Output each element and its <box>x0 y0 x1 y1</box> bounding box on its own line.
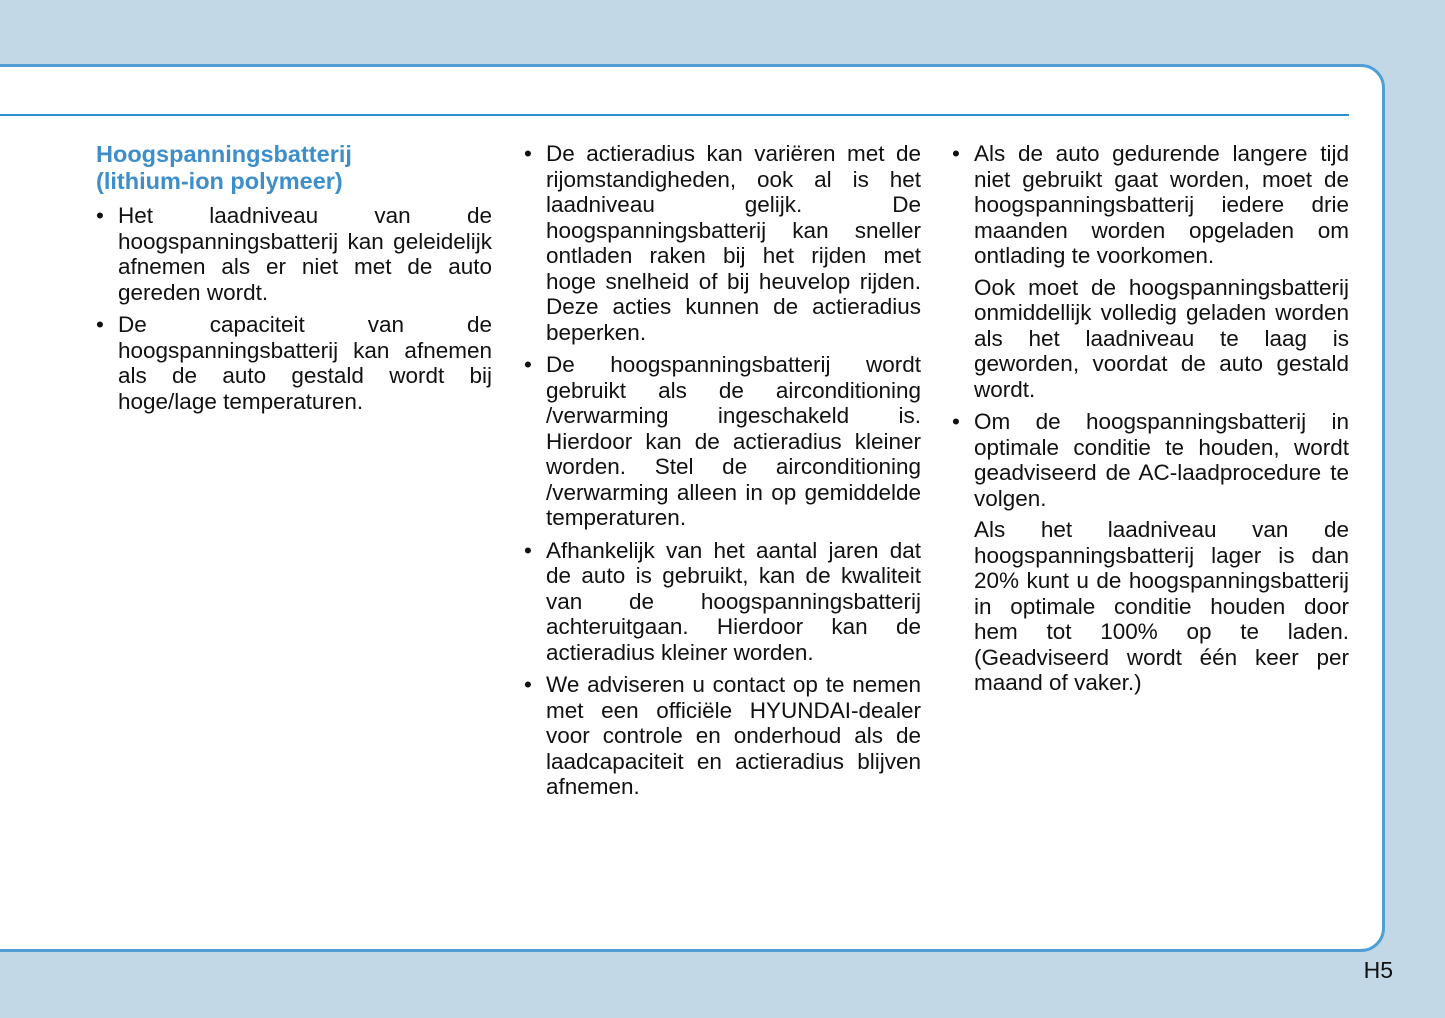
column-1 <box>96 141 492 421</box>
header-rule <box>0 114 1349 116</box>
column-3 <box>952 141 1349 703</box>
section-heading <box>96 141 492 195</box>
list-item-text: De hoogspanningsbatterij wordt gebruikt als de airconditioning /verwarming ingeschakeld is. Hierdoor kan de actieradius kleiner worden. Stel de airconditioning /verwarming alleen in op gemiddelde temperaturen. <box>546 352 921 530</box>
bullet-list-column-3 <box>952 141 1349 696</box>
bullet-icon: • <box>524 672 532 697</box>
page-number: H5 <box>1363 957 1393 983</box>
list-item <box>952 141 1349 402</box>
list-item <box>524 538 921 666</box>
section-heading-line-2: (lithium-ion polymeer) <box>96 168 343 194</box>
list-item-subparagraph: Ook moet de hoogspanningsbatterij onmiddellijk volledig geladen worden als het laadniveau te laag is geworden, voordat de auto gestald wordt. <box>974 274 1349 402</box>
list-item-text: De capaciteit van de hoogspanningsbatterij kan afnemen als de auto gestald wordt bij hoge/lage temperaturen. <box>118 312 492 414</box>
list-item-text: Het laadniveau van de hoogspanningsbatterij kan geleidelijk afnemen als er niet met de auto gereden wordt. <box>118 203 492 305</box>
column-2 <box>524 141 921 807</box>
list-item <box>96 203 492 305</box>
bullet-icon: • <box>952 409 960 434</box>
section-heading-line-1: Hoogspanningsbatterij <box>96 141 352 167</box>
bullet-icon: • <box>524 537 532 563</box>
list-item <box>524 352 921 531</box>
list-item-text: Om de hoogspanningsbatterij in optimale conditie te houden, wordt geadviseerd de AC-laadprocedure te volgen. <box>974 409 1349 511</box>
list-item-text: De actieradius kan variëren met de rijomstandigheden, ook al is het laadniveau gelijk. De hoogspanningsbatterij kan sneller ontladen raken bij het rijden met hoge snelheid of bij heuvelop rijden. Deze acties kunnen de actieradius beperken. <box>546 141 921 345</box>
list-item <box>524 141 921 345</box>
bullet-icon: • <box>96 312 104 337</box>
bullet-icon: • <box>524 141 532 166</box>
bullet-icon: • <box>952 141 960 166</box>
bullet-icon: • <box>524 352 532 377</box>
list-item-text: Afhankelijk van het aantal jaren dat de auto is gebruikt, kan de kwaliteit van de hoogspanningsbatterij achteruitgaan. Hierdoor kan de actieradius kleiner worden. <box>546 537 921 665</box>
list-item <box>96 312 492 414</box>
list-item <box>952 409 1349 696</box>
list-item-subparagraph: Als het laadniveau van de hoogspanningsbatterij lager is dan 20% kunt u de hoogspanningsbatterij in optimale conditie houden door hem tot 100% op te laden. (Geadviseerd wordt één keer per maand of vaker.) <box>974 517 1349 695</box>
bullet-list-column-2 <box>524 141 921 800</box>
list-item <box>524 672 921 800</box>
bullet-icon: • <box>96 203 104 228</box>
list-item-text: Als de auto gedurende langere tijd niet gebruikt gaat worden, moet de hoogspanningsbatterij iedere drie maanden worden opgeladen om ontlading te voorkomen. <box>974 141 1349 268</box>
bullet-list-column-1 <box>96 203 492 414</box>
list-item-text: We adviseren u contact op te nemen met een officiële HYUNDAI-dealer voor controle en onderhoud als de laadcapaciteit en actieradius blijven afnemen. <box>546 672 921 799</box>
